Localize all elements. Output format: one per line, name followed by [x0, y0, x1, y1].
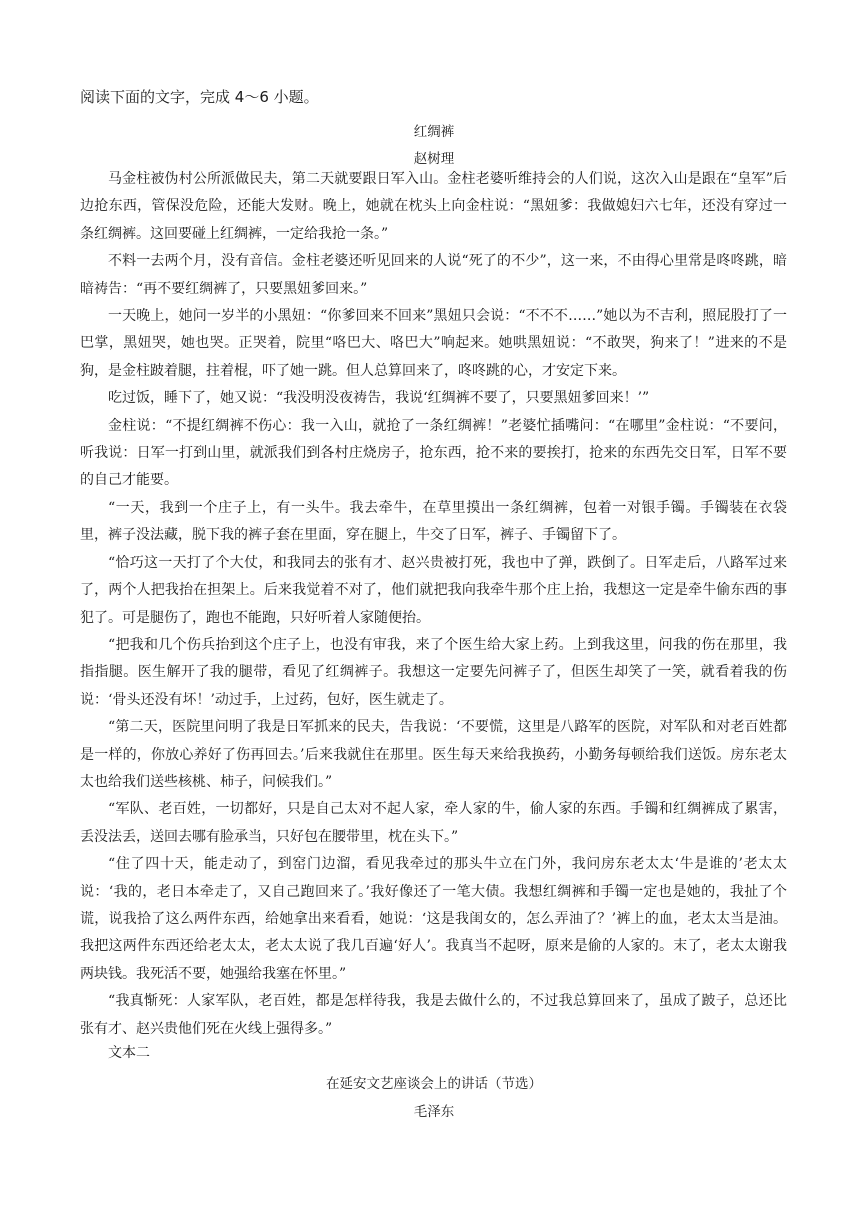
text2-title: 在延安文艺座谈会上的讲话（节选） — [326, 1076, 542, 1092]
paragraph: “我真惭死：人家军队，老百姓，都是怎样待我，我是去做什么的，不过我总算回来了，虽成了跛子，总还比张有才、赵兴贵他们死在火线上强得多。” — [80, 993, 787, 1037]
paragraph: “住了四十天，能走动了，到窑门边溜，看见我牵过的那头牛立在门外，我问房东老太太‘牛是谁的’老太太说：‘我的，老日本牵走了，又自己跑回来了。’我好像还了一笔大债。我想红绸裤和手镯一定也是她的，我扯了个谎，说我拾了这么两件东西，给她拿出来看看，她说：‘这是我闺女的，怎么弄油了？’裤上的血，老太太当是油。我把这两件东西还给老太太，老太太说了我几百遍‘好人’。我真当不起呀，原来是偷的人家的。末了，老太太谢我两块钱。我死活不要，她强给我塞在怀里。” — [80, 856, 787, 982]
text2-author: 毛泽东 — [413, 1104, 455, 1120]
paragraph: “恰巧这一天打了个大仗，和我同去的张有才、赵兴贵被打死，我也中了弹，跌倒了。日军走后，八路军过来了，两个人把我抬在担架上。后来我觉着不对了，他们就把我向我牵牛那个庄上抬，我想这一定是牵牛偷东西的事犯了。可是腿伤了，跑也不能跑，只好听着人家随便抬。 — [80, 554, 787, 626]
paragraph: “军队、老百姓，一切都好，只是自己太对不起人家，牵人家的牛，偷人家的东西。手镯和红绸裤成了累害，丢没法丢，送回去哪有脸承当，只好包在腰带里，枕在头下。” — [80, 801, 787, 845]
paragraph: “把我和几个伤兵抬到这个庄子上，也没有审我，来了个医生给大家上药。上到我这里，问我的伤在那里，我指指腿。医生解开了我的腿带，看见了红绸裤子。我想这一定要先问裤子了，但医生却笑了一笑，就看着我的伤说：‘骨头还没有坏！’动过手，上过药，包好，医生就走了。 — [80, 636, 787, 708]
paragraph: “第二天，医院里问明了我是日军抓来的民夫，告我说：‘不要慌，这里是八路军的医院，对军队和对老百姓都是一样的，你放心养好了伤再回去。’后来我就住在那里。医生每天来给我换药，小勤务每顿给我们送饭。房东老太太也给我们送些核桃、柿子，问候我们。” — [80, 719, 787, 790]
text1-author: 赵树理 — [413, 151, 455, 167]
paragraph: 一天晚上，她问一岁半的小黑妞：“你爹回来不回来”黑妞只会说：“不不不……”她以为不吉利，照屁股打了一巴掌，黑妞哭，她也哭。正哭着，院里“咯巴大、咯巴大”响起来。她哄黑妞说：“不敢哭，狗来了！”进来的不是狗，是金柱跛着腿，拄着棍，吓了她一跳。但人总算回来了，咚咚跳的心，才安定下来。 — [80, 308, 787, 379]
text2-label: 文本二 — [108, 1045, 150, 1061]
text1-body — [80, 166, 787, 1043]
paragraph: 马金柱被伪村公所派做民夫，第二天就要跟日军入山。金柱老婆听维持会的人们说，这次入山是跟在“皇军”后边抢东西，管保没危险，还能大发财。晚上，她就在枕头上向金柱说：“黑妞爹：我做媳妇六七年，还没有穿过一条红绸裤。这回要碰上红绸裤，一定给我抢一条。” — [80, 171, 787, 242]
paragraph: 金柱说：“不提红绸裤不伤心：我一入山，就抢了一条红绸裤！”老婆忙插嘴问：“在哪里”金柱说：“不要问，听我说：日军一打到山里，就派我们到各村庄烧房子，抢东西，抢不来的要挨打，抢来的东西先交日军，日军不要的自己才能要。 — [80, 417, 787, 489]
question-instruction: 阅读下面的文字，完成 4～6 小题。 — [80, 88, 319, 106]
paragraph: 吃过饭，睡下了，她又说：“我没明没夜祷告，我说‘红绸裤不要了，只要黑妞爹回来！’” — [108, 390, 650, 407]
paragraph: “一天，我到一个庄子上，有一头牛。我去牵牛，在草里摸出一条红绸裤，包着一对银手镯。手镯装在衣袋里，裤子没法藏，脱下我的裤子套在里面，穿在腿上，牛交了日军，裤子、手镯留下了。 — [80, 499, 787, 544]
paragraph: 不料一去两个月，没有音信。金柱老婆还听见回来的人说“死了的不少”，这一来，不由得心里常是咚咚跳，暗暗祷告：“再不要红绸裤了，只要黑妞爹回来。” — [80, 253, 787, 297]
text1-title: 红绸裤 — [413, 124, 455, 140]
